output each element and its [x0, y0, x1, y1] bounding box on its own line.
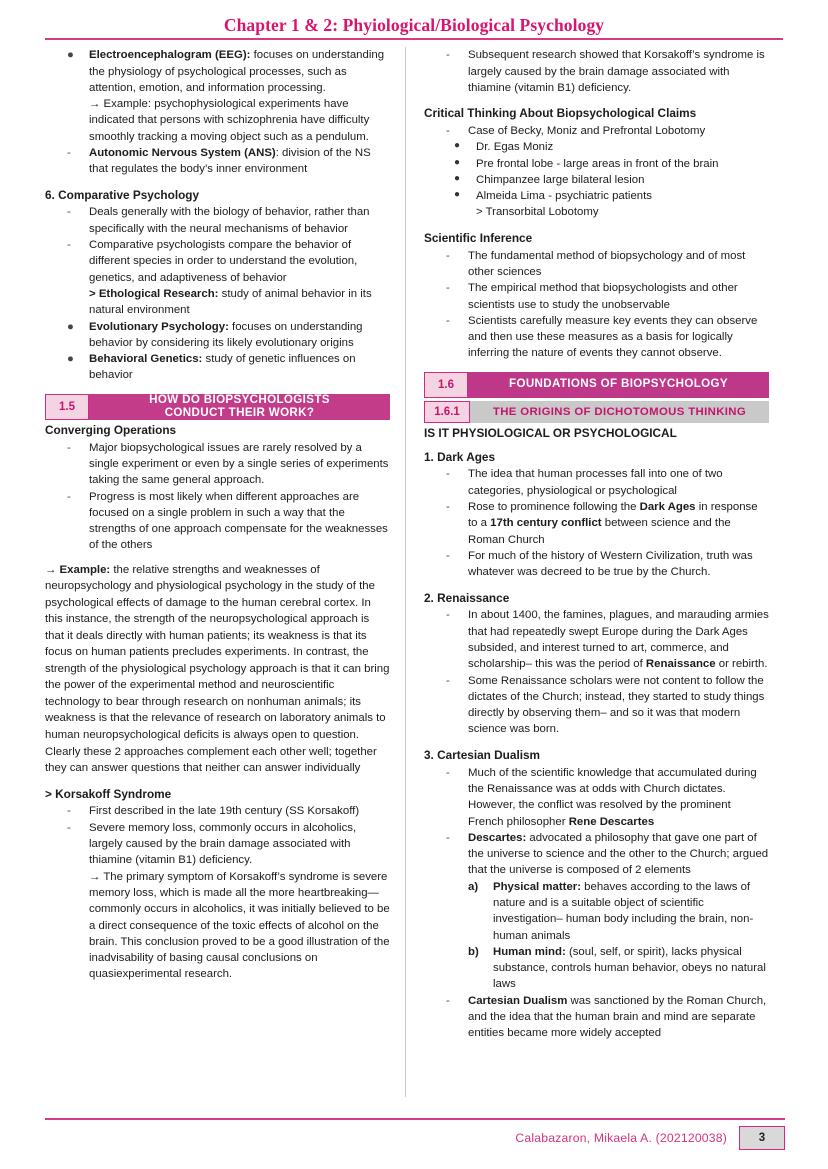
becky-sub-list	[424, 139, 769, 220]
physical-matter-term: Physical matter:	[493, 880, 581, 893]
list-item	[454, 139, 769, 155]
cartesian-elements-list	[424, 879, 769, 993]
list-marker-b: b)	[468, 945, 479, 958]
scientific-inference-heading: Scientific Inference	[424, 230, 533, 245]
ans-text: : division of the NS that regulates the body’s inner environment	[89, 147, 371, 176]
left-column	[45, 47, 405, 1097]
list-marker-a: a)	[468, 880, 479, 893]
korsakoff-syndrome-heading: > Korsakoff Syndrome	[45, 786, 172, 801]
section-number-1-5: 1.5	[45, 394, 89, 420]
section-title-1-5-line1: HOW DO BIOPSYCHOLOGISTS	[149, 393, 330, 407]
korsakoff-followup-text: Subsequent research showed that Korsakoff’s syndrome is largely caused by the brain damage associated with thiamine (vitamin B1) deficiency.	[468, 49, 765, 94]
list-item	[454, 156, 769, 172]
list-item	[468, 879, 769, 944]
dark-ages-item-1: The idea that human processes fall into one of two categories, physiological or psychological	[468, 468, 723, 497]
human-mind-term: Human mind:	[493, 945, 566, 958]
dash-marker-icon: -	[446, 282, 450, 295]
two-column-body	[45, 47, 785, 1097]
dash-marker-icon: -	[67, 206, 71, 219]
converging-item-1: Major biopsychological issues are rarely resolved by a single experiment or even by a single series of experiments taking the same general approach.	[89, 441, 389, 487]
korsakoff-note: → The primary symptom of Korsakoff’s syndrome is severe memory loss, which is made all the more heartbreaking—commonly occurs in alcoholics, it was initially believed to be a direct consequence of the toxic effects of alcohol on the brain. This conclusion proved to be a good illustration of the inadvisability of basing causal conclusions on quasiexperimental research.	[89, 870, 390, 981]
comparative-bullet-list	[45, 204, 390, 383]
dash-marker-icon: -	[67, 805, 71, 818]
dash-marker-icon: -	[67, 821, 71, 834]
dash-marker-icon: -	[446, 249, 450, 262]
list-item	[67, 489, 390, 554]
scientific-inference-item-1: The fundamental method of biopsychology and of most other sciences	[468, 249, 746, 278]
dark-ages-item-2-post: between science and the Roman Church	[468, 517, 731, 546]
dash-marker-icon: -	[67, 441, 71, 454]
section-number-1-6: 1.6	[424, 372, 468, 398]
comparative-item-1: Deals generally with the biology of behavior, rather than specifically with the neural mechanisms of behavior	[89, 206, 370, 235]
dash-marker-icon: -	[446, 994, 450, 1007]
list-item-eeg	[67, 47, 390, 145]
footer-divider-rule	[45, 1118, 785, 1120]
dark-ages-item-3: For much of the history of Western Civilization, truth was whatever was decreed to be true by the Church.	[468, 549, 753, 579]
human-mind-text: (soul, self, or spirit), lacks physical substance, controls human behavior, obeys no natural laws	[493, 945, 766, 991]
bullet-dot-icon: ●	[67, 353, 74, 366]
list-item	[446, 123, 769, 139]
bullet-dot-icon: ●	[454, 140, 461, 152]
scientific-inference-list	[424, 248, 769, 362]
renaissance-item-1-post: or rebirth.	[715, 658, 768, 671]
ans-bullet-list	[45, 145, 390, 178]
list-item	[468, 944, 769, 993]
dash-marker-icon: -	[446, 609, 450, 622]
list-item	[446, 993, 769, 1042]
dash-marker-icon: -	[446, 674, 450, 687]
list-item	[67, 204, 390, 237]
bullet-dot-icon: ●	[67, 49, 74, 62]
becky-case-text: Case of Becky, Moniz and Prefrontal Lobotomy	[468, 125, 706, 137]
becky-subitem-2: Pre frontal lobe - large areas in front of the brain	[476, 157, 719, 170]
dark-ages-bold-2: 17th century conflict	[490, 517, 602, 530]
dash-marker-icon: -	[446, 766, 450, 779]
bullet-dot-icon: ●	[67, 320, 74, 333]
bullet-dot-icon: ●	[454, 189, 461, 201]
dash-marker-icon: -	[446, 831, 450, 844]
ans-term: Autonomic Nervous System (ANS)	[89, 147, 276, 160]
list-item	[446, 607, 769, 672]
is-it-physiological-heading: IS IT PHYSIOLOGICAL OR PSYCHOLOGICAL	[424, 425, 677, 440]
eeg-term: Electroencephalogram (EEG):	[89, 49, 251, 62]
list-item	[446, 673, 769, 738]
section-banner-1-6	[424, 372, 769, 398]
dark-ages-item-2-pre: Rose to prominence following the	[468, 501, 640, 514]
renaissance-heading: 2. Renaissance	[424, 590, 510, 605]
list-item	[446, 280, 769, 313]
page-title: Chapter 1 & 2: Phyiological/Biological Psychology	[223, 15, 605, 35]
scientific-inference-item-2: The empirical method that biopsychologists and other scientists use to study the unobservable	[468, 282, 738, 311]
list-item	[446, 548, 769, 581]
list-item	[446, 830, 769, 879]
cartesian-item-1-pre: Much of the scientific knowledge that accumulated during the Renaissance was at odds with Church dictates. However, the conflict was resolved by the prominent French philosopher	[468, 766, 757, 828]
bullet-dot-icon: ●	[454, 156, 461, 168]
cartesian-closing-list	[424, 993, 769, 1042]
cartesian-item-3-post: was sanctioned by the Roman Church, and the idea that the human brain and mind are separate entities became more widely accepted	[468, 994, 767, 1040]
eeg-text: focuses on understanding the physiology of psychological processes, such as attention, emotion, and information processing.	[89, 49, 385, 94]
korsakoff-item-1: First described in the late 19th century (SS Korsakoff)	[89, 805, 360, 818]
converging-bullet-list	[45, 440, 390, 554]
list-item	[454, 172, 769, 188]
evolutionary-text: focuses on understanding behavior by considering its likely evolutionary origins	[89, 320, 363, 349]
scientific-inference-item-3: Scientists carefully measure key events they can observe and then use these measures as a basis for logically inferring the nature of events they cannot observe.	[468, 314, 758, 360]
list-item	[67, 803, 390, 819]
becky-subitem-4: Almeida Lima - psychiatric patients	[476, 190, 652, 203]
becky-subitem-3: Chimpanzee large bilateral lesion	[476, 173, 645, 186]
korsakoff-followup-list	[424, 47, 769, 96]
dash-marker-icon: -	[446, 468, 450, 481]
list-item-evolutionary-psychology	[67, 319, 390, 352]
dash-marker-icon: -	[446, 125, 450, 137]
korsakoff-bullet-list	[45, 803, 390, 982]
page-footer	[45, 1123, 785, 1153]
section-title-1-6-1: THE ORIGINS OF DICHOTOMOUS THINKING	[470, 401, 769, 423]
dash-marker-icon: -	[67, 490, 71, 503]
list-item	[446, 47, 769, 96]
evolutionary-term: Evolutionary Psychology:	[89, 320, 229, 333]
section-title-1-5-line2: CONDUCT THEIR WORK?	[164, 405, 315, 419]
example-lead: → Example:	[45, 563, 111, 576]
title-divider-rule	[45, 38, 783, 40]
list-item	[67, 440, 390, 489]
ethological-term: > Ethological Research:	[89, 287, 219, 300]
renaissance-item-1-pre: In about 1400, the famines, plagues, and marauding armies that had repeatedly swept Europe during the Dark Ages subsided, and interest turned to art, commerce, and scholarship– this was the period of	[468, 609, 769, 671]
dash-marker-icon: -	[446, 314, 450, 327]
page-number-box: 3	[739, 1126, 785, 1150]
footer-author: Calabazaron, Mikaela A. (202120038)	[515, 1131, 727, 1145]
ethological-text: study of animal behavior in its natural environment	[89, 287, 372, 317]
converging-operations-heading: Converging Operations	[45, 422, 177, 437]
renaissance-bold-1: Renaissance	[645, 658, 716, 671]
renaissance-item-2: Some Renaissance scholars were not content to follow the dictates of the Church; instead, they started to study things directly by observing them– and so it was that modern science was born.	[468, 674, 765, 736]
section-title-1-6: FOUNDATIONS OF BIOPSYCHOLOGY	[468, 372, 769, 398]
bullet-dot-icon: ●	[454, 172, 461, 184]
rene-descartes-bold: Rene Descartes	[568, 815, 655, 828]
physical-matter-text: behaves according to the laws of nature and is a suitable object of scientific investigation– human body including the brain, non-human animals	[493, 880, 754, 942]
eeg-bullet-list	[45, 47, 390, 145]
dash-marker-icon: -	[446, 549, 450, 562]
comparative-psychology-heading: 6. Comparative Psychology	[45, 187, 200, 202]
descartes-text: advocated a philosophy that gave one part of the universe to science and the other to the Church; argued that the universe is composed of 2 elements	[468, 831, 769, 877]
dark-ages-list	[424, 466, 769, 580]
cartesian-list	[424, 765, 769, 879]
cartesian-dualism-bold: Cartesian Dualism	[468, 994, 568, 1007]
section-banner-1-6-1	[424, 401, 769, 423]
dash-marker-icon: -	[446, 501, 450, 514]
list-item	[446, 313, 769, 362]
list-item	[67, 237, 390, 318]
list-item-ans	[67, 145, 390, 178]
cartesian-dualism-heading: 3. Cartesian Dualism	[424, 747, 541, 762]
section-number-1-6-1: 1.6.1	[424, 401, 470, 423]
list-item	[454, 188, 769, 221]
example-body: the relative strengths and weaknesses of neuropsychology and physiological psychology in the study of the psychological effects of damage to the human cerebral cortex. In this instance, the strength of the neuropsychological approach is that it deals directly with human patients; its weakness is that its focus on human patients precludes experiments. In contrast, the strength of the physiological psychology approach is that it can bring the power of the experimental method and neuroscientific technology to bear through research on nonhuman animals; its weakness is that the relevance of research on laboratory animals to human neuropsychological deficits is always open to question. Clearly these 2 approaches complement each other well; together they can answer questions that neither can answer individually	[45, 563, 390, 775]
becky-subitem-1: Dr. Egas Moniz	[476, 141, 554, 154]
ethological-research-line	[89, 286, 390, 319]
section-banner-1-5	[45, 394, 390, 420]
comparative-item-2: Comparative psychologists compare the behavior of different species in order to understand the evolution, genetics, and adaptiveness of behavior	[89, 239, 358, 284]
dark-ages-heading: 1. Dark Ages	[424, 449, 496, 464]
eeg-example: → Example: psychophysiological experiments have indicated that persons with schizophrenia have difficulty smoothly tracking a moving object such as a pendulum.	[89, 98, 370, 143]
list-item	[67, 820, 390, 983]
list-item	[446, 248, 769, 281]
dark-ages-bold-1: Dark Ages	[639, 501, 696, 514]
dash-marker-icon: -	[67, 147, 71, 160]
transorbital-lobotomy-line: > Transorbital Lobotomy	[476, 206, 599, 219]
list-item	[446, 765, 769, 830]
descartes-term: Descartes:	[468, 831, 527, 844]
dark-ages-item-2-mid: in response to a	[468, 501, 758, 530]
renaissance-list	[424, 607, 769, 737]
right-column	[406, 47, 769, 1097]
converging-item-2: Progress is most likely when different approaches are focused on a single problem in such a way that the strengths of one approach compensate for the weaknesses of the others	[89, 490, 388, 552]
dash-marker-icon: -	[67, 239, 71, 252]
section-title-1-5	[89, 394, 390, 420]
behavioral-genetics-text: study of genetic influences on behavior	[89, 353, 356, 382]
list-item	[446, 499, 769, 548]
critical-thinking-heading: Critical Thinking About Biopsychological Claims	[424, 106, 697, 121]
behavioral-genetics-term: Behavioral Genetics:	[89, 353, 203, 366]
becky-bullet-list	[424, 123, 769, 139]
dash-marker-icon: -	[446, 49, 450, 62]
korsakoff-item-2: Severe memory loss, commonly occurs in alcoholics, largely caused by the brain damage associated with thiamine (vitamin B1) deficiency.	[89, 821, 357, 867]
example-paragraph	[45, 562, 390, 777]
list-item	[446, 466, 769, 499]
list-item-behavioral-genetics	[67, 351, 390, 384]
